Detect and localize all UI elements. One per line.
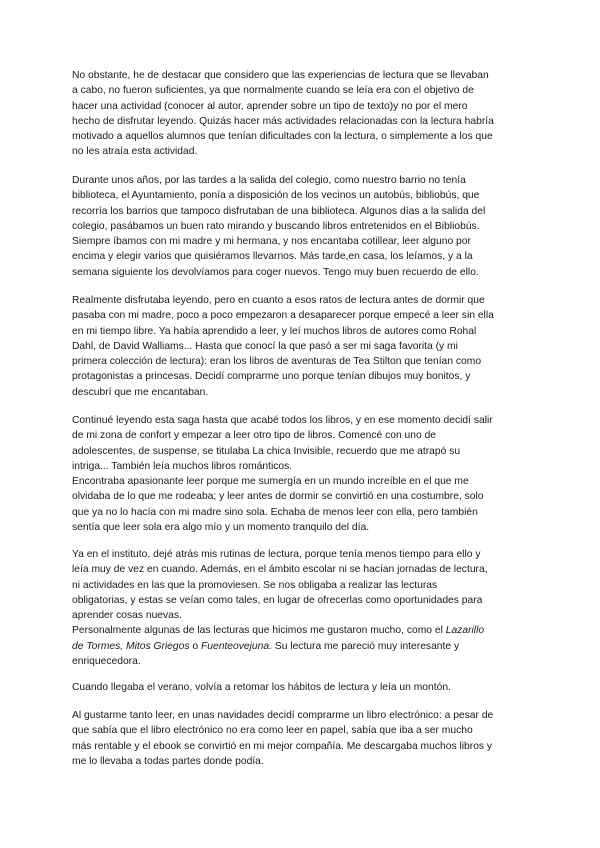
text-line: sentía que leer sola era algo mío y un momento tranquilo del día. — [72, 522, 370, 534]
text-line: encima y elegir varios que quisiéramos llevarnos. Más tarde,en casa, los leíamos, y a la — [72, 251, 473, 263]
text-line-mixed — [72, 623, 542, 638]
text-line: adolescentes, de suspense, se titulaba La chica Invisible, recuerdo que me atrapó su — [72, 445, 461, 457]
text-segment: o — [189, 640, 201, 652]
text-line-mixed — [72, 639, 542, 654]
text-line: intriga... También leía muchos libros románticos. — [72, 460, 293, 472]
text-line: No obstante, he de destacar que considero que las experiencias de lectura que se llevaban — [72, 70, 489, 81]
text-line: biblioteca, el Ayuntamiento, ponía a disposición de los vecinos un autobús, bibliobús, que — [72, 190, 480, 202]
text-line: de mi zona de confort y empezar a leer otro tipo de libros. Comencé con uno de — [72, 430, 437, 442]
text-line: más rentable y el ebook se convirtió en mi mejor compañía. Me descargaba muchos libros y — [72, 740, 493, 752]
paragraph-favorite-saga — [72, 293, 542, 400]
text-line: hecho de disfrutar leyendo. Quizás hacer más actividades relacionadas con la lectura habría — [72, 115, 494, 127]
paragraph-summer — [72, 680, 542, 695]
text-line: pasaba con mi madre, poco a poco empezaron a desaparecer porque empecé a leer sin ella — [72, 310, 494, 322]
paragraph-ebook — [72, 708, 542, 769]
text-line: leía muy de vez en cuando. Además, en el ámbito escolar ni se hacían jornadas de lectura, — [72, 564, 488, 576]
paragraph-new-genres — [72, 413, 542, 535]
book-title-italic: Fuenteovejuna. — [200, 640, 272, 652]
text-segment: Su lectura me pareció muy interesante y — [271, 640, 460, 652]
text-segment: Personalmente algunas de las lecturas que hicimos me gustaron mucho, como el — [72, 625, 446, 637]
text-line: Dahl, de David Walliams... Hasta que conocí la que pasó a ser mi saga favorita (y mi — [72, 340, 458, 352]
text-line: a cabo, no fueron suficientes, ya que normalmente cuando se leía era con el objetivo de — [72, 85, 474, 97]
text-line: Realmente disfrutaba leyendo, pero en cuanto a esos ratos de lectura antes de dormir que — [72, 295, 485, 306]
text-line: descubrí que me encantaban. — [72, 386, 209, 398]
text-line: recorría los barrios que tampoco disfrutaban de una biblioteca. Algunos días a la salida del — [72, 205, 486, 217]
text-line: Ya en el instituto, dejé atrás mis rutinas de lectura, porque tenía menos tiempo para ello y — [72, 549, 481, 560]
text-line: en mi tiempo libre. Ya había aprendido a leer, y leí muchos libros de autores como Rohal — [72, 325, 477, 337]
paragraph-bibliobus — [72, 173, 542, 280]
text-line: que sabía que el libro electrónico no era como leer en papel, sabía que iba a ser mucho — [72, 725, 473, 737]
text-line: Cuando llegaba el verano, volvía a retomar los hábitos de lectura y leía un montón. — [72, 682, 451, 693]
book-title-italic: Lazarillo — [445, 625, 485, 637]
text-line: motivado a aquellos alumnos que tenían dificultades con la lectura, o simplemente a los que — [72, 131, 493, 143]
text-line: Siempre íbamos con mi madre y mi hermana, y nos encantaba cotillear, leer alguno por — [72, 236, 471, 248]
text-line: no les atraía esta actividad. — [72, 146, 198, 158]
text-line: aprender cosas nuevas. — [72, 610, 182, 622]
text-line: semana siguiente los devolvíamos para coger nuevos. Tengo muy buen recuerdo de ello. — [72, 266, 479, 278]
text-line: ni actividades en las que la promoviesen. Se nos obligaba a realizar las lecturas — [72, 579, 438, 591]
text-line: Durante unos años, por las tardes a la salida del colegio, como nuestro barrio no tenía — [72, 175, 466, 186]
text-line: obligatorias, y estas se veían como tales, en lugar de ofrecerlas como oportunidades para — [72, 594, 483, 606]
text-line: primera colección de lectura): eran los libros de aventuras de Tea Stilton que tenían como — [72, 356, 482, 368]
text-line: me lo llevaba a todas partes donde podía. — [72, 755, 264, 767]
book-title-italic: de Tormes, Mitos Griegos — [72, 640, 190, 652]
text-line: olvidaba de lo que me rodeaba; y leer antes de dormir se convirtió en una costumbre, solo — [72, 491, 484, 503]
text-line: Encontraba apasionante leer porque me sumergía en un mundo increíble en el que me — [72, 476, 469, 488]
text-line: enriquecedora. — [72, 656, 141, 668]
text-line: protagonistas a princesas. Decidí comprarme uno porque tenían dibujos muy bonitos, y — [72, 371, 471, 383]
paragraph-high-school — [72, 547, 542, 669]
text-line: Al gustarme tanto leer, en unas navidades decidí comprarme un libro electrónico: a pesar de — [72, 710, 494, 721]
text-line: hacer una actividad (conocer al autor, aprender sobre un tipo de texto)y no por el mero — [72, 100, 468, 112]
text-line: Continué leyendo esta saga hasta que acabé todos los libros, y en ese momento decidí salir — [72, 415, 493, 426]
text-line: que ya no lo hacía con mi madre sino sola. Echaba de menos leer con ella, pero también — [72, 506, 478, 518]
text-line: colegio, pasábamos un buen rato mirando y buscando libros entretenidos en el Bibliobús. — [72, 220, 480, 232]
paragraph-reading-experiences — [72, 68, 542, 160]
